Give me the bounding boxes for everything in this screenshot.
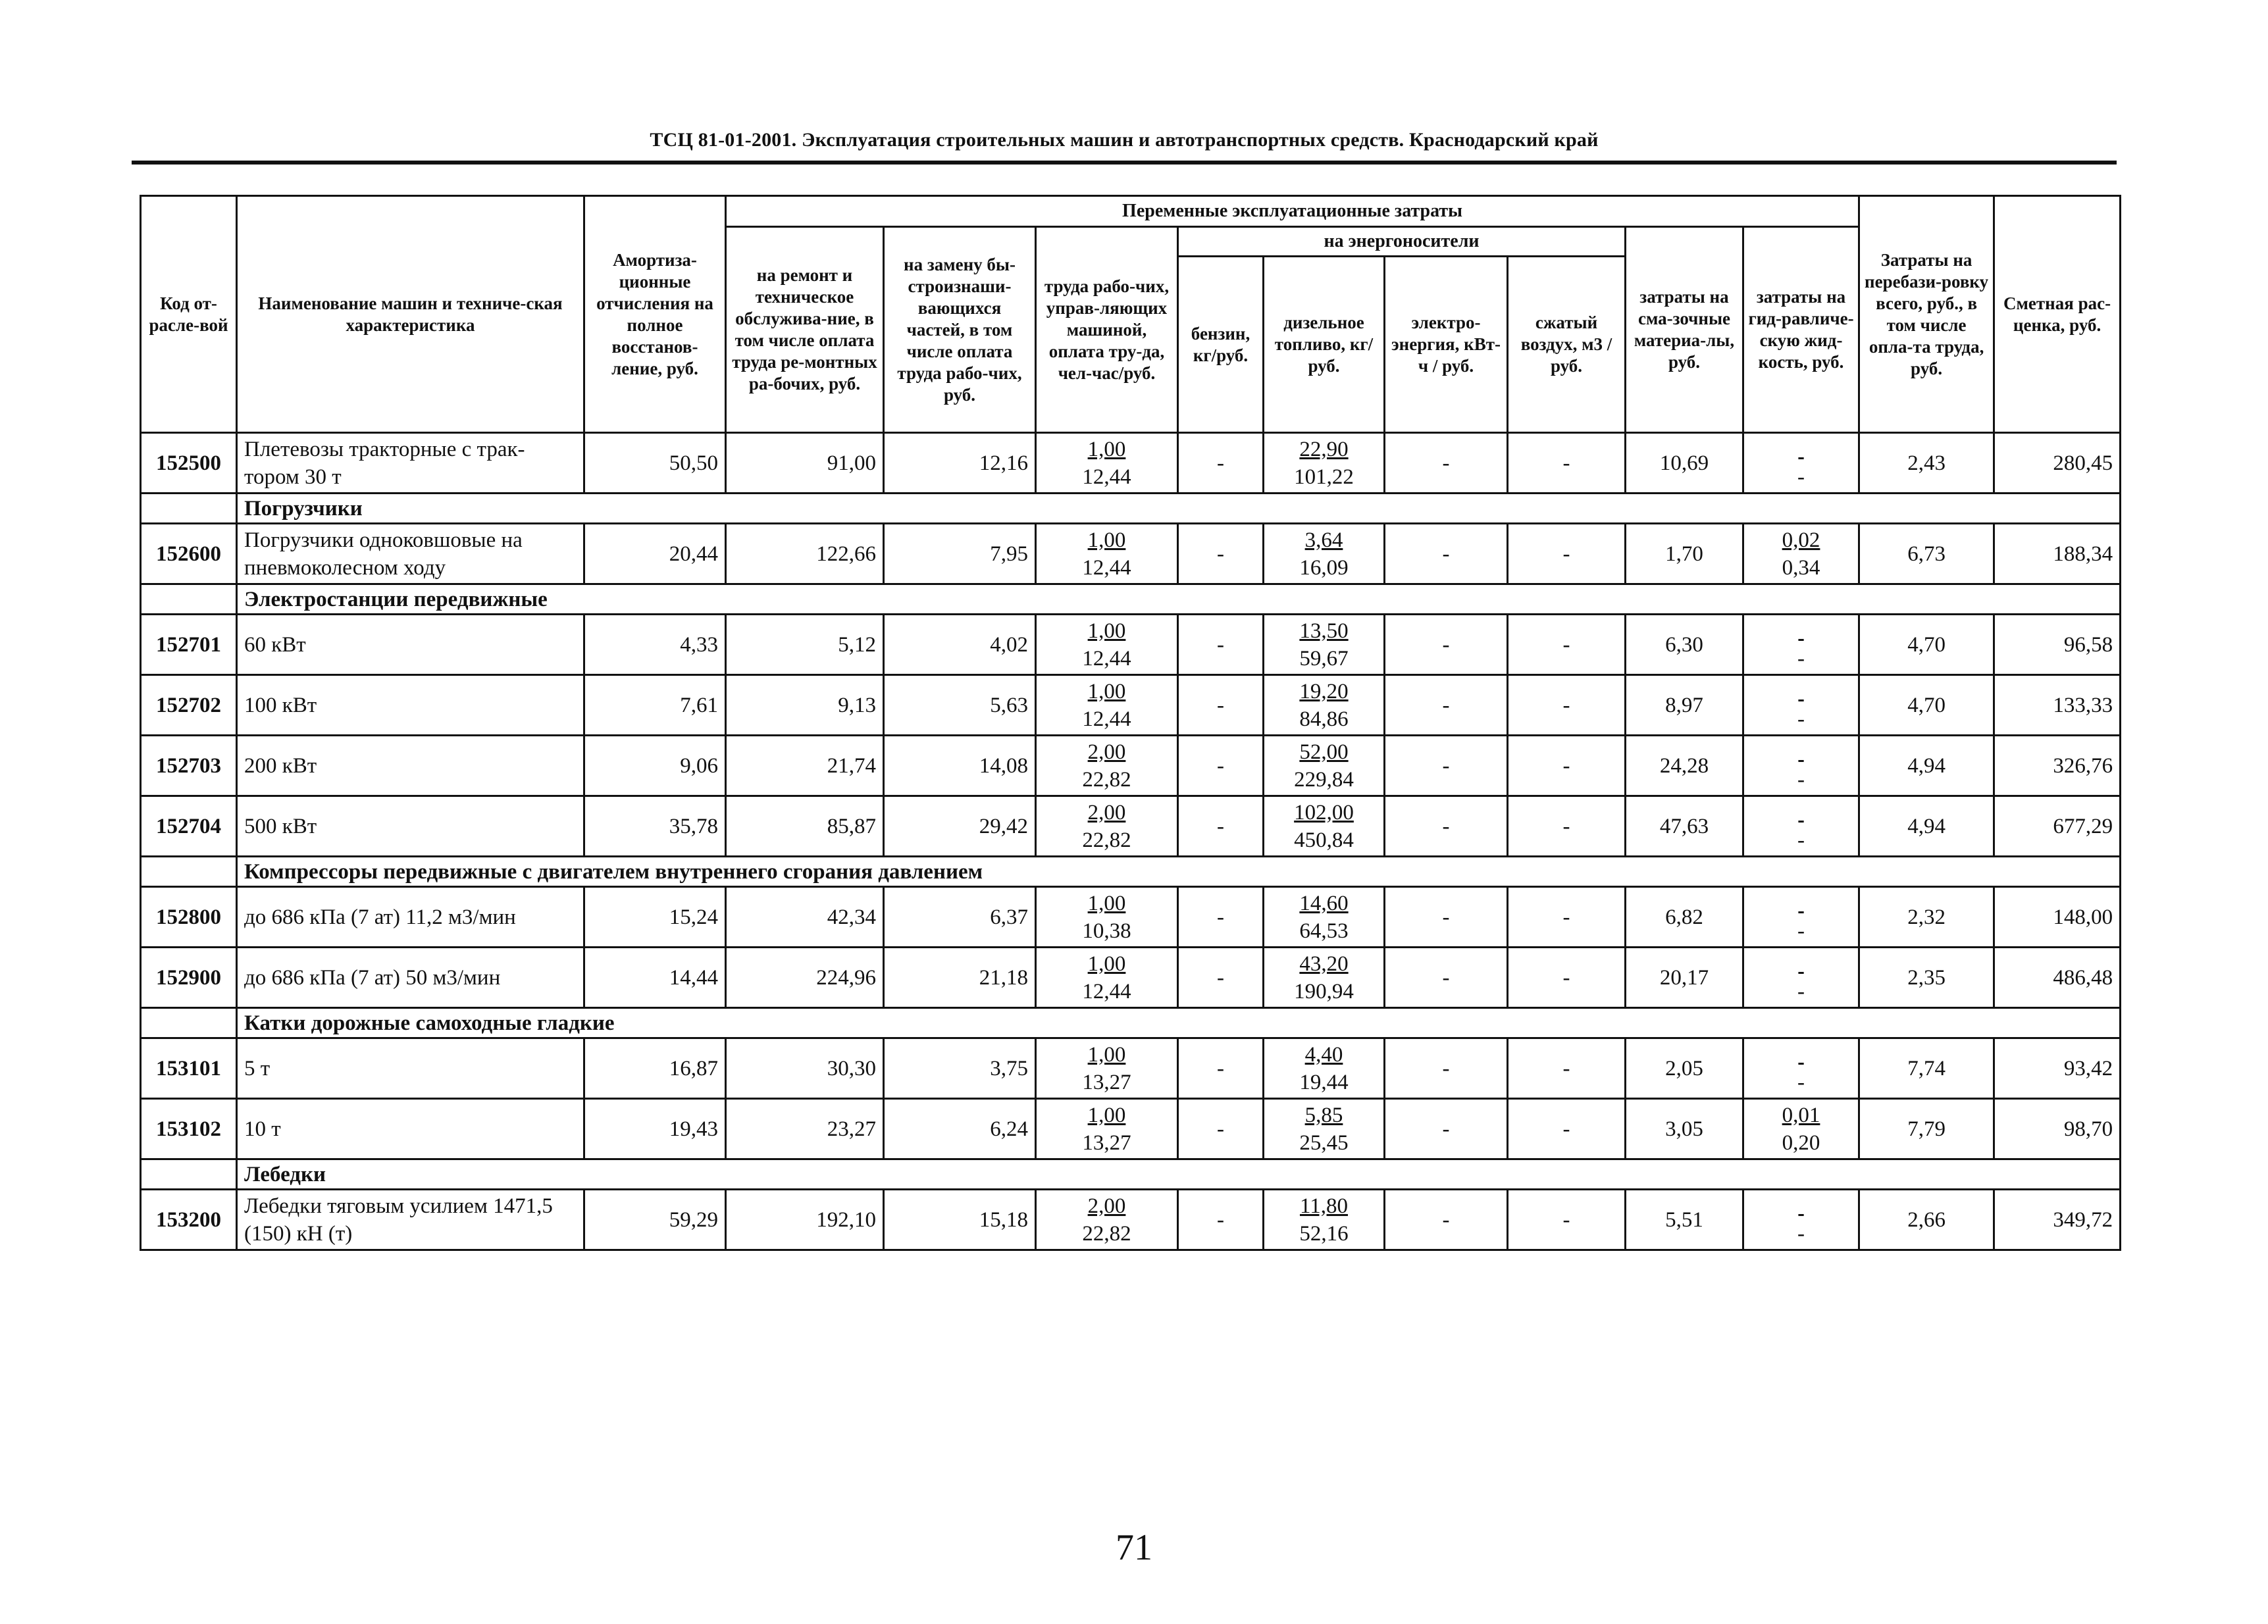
hydraulic-value-bottom: - [1797, 465, 1805, 489]
lubricants-value: 3,05 [1626, 1099, 1743, 1159]
col-petrol-header: бензин, кг/руб. [1178, 257, 1264, 433]
amortization-value: 35,78 [584, 796, 726, 857]
price-value: 133,33 [1994, 675, 2121, 736]
hydraulic-value [1743, 1038, 1859, 1099]
diesel-value-bottom: 450,84 [1294, 828, 1354, 852]
electric-value: - [1385, 1038, 1508, 1099]
relocation-value: 4,94 [1859, 796, 1994, 857]
petrol-value: - [1178, 1190, 1264, 1250]
section-code-cell [141, 857, 237, 887]
diesel-value-top: 5,85 [1304, 1103, 1343, 1127]
diesel-value-bottom: 59,67 [1299, 646, 1349, 671]
machine-name: Погрузчики одноковшовые на пневмоколесном ходу [237, 524, 584, 584]
electric-value: - [1385, 615, 1508, 675]
table-row [141, 615, 2121, 675]
repair-value: 224,96 [726, 948, 884, 1008]
air-value: - [1508, 1190, 1626, 1250]
price-value: 98,70 [1994, 1099, 2121, 1159]
hydraulic-value-bottom: - [1797, 767, 1805, 792]
section-title: Компрессоры передвижные с двигателем внутреннего сгорания давлением [237, 857, 2121, 887]
parts-value: 29,42 [884, 796, 1036, 857]
hydraulic-value-bottom: - [1797, 707, 1805, 731]
machine-code: 153102 [141, 1099, 237, 1159]
section-row [141, 1008, 2121, 1038]
amortization-value: 20,44 [584, 524, 726, 584]
labor-value-top: 1,00 [1087, 891, 1126, 915]
amortization-value: 15,24 [584, 887, 726, 948]
petrol-value: - [1178, 675, 1264, 736]
hydraulic-value-top [1797, 436, 1805, 463]
labor-value [1036, 615, 1178, 675]
labor-value-bottom: 12,44 [1082, 979, 1131, 1003]
price-value: 188,34 [1994, 524, 2121, 584]
hydraulic-value [1743, 1190, 1859, 1250]
labor-value-bottom: 22,82 [1082, 828, 1131, 852]
diesel-value-top: 3,64 [1304, 528, 1343, 552]
hydraulic-value-bottom: - [1797, 646, 1805, 671]
air-value: - [1508, 796, 1626, 857]
col-energy-header: на энергоносители [1178, 227, 1626, 257]
air-value: - [1508, 887, 1626, 948]
diesel-value-bottom: 52,16 [1299, 1221, 1349, 1246]
lubricants-value: 1,70 [1626, 524, 1743, 584]
electric-value: - [1385, 433, 1508, 494]
machine-code: 153200 [141, 1190, 237, 1250]
lubricants-value: 10,69 [1626, 433, 1743, 494]
hydraulic-value-bottom: - [1797, 828, 1805, 852]
amortization-value: 19,43 [584, 1099, 726, 1159]
petrol-value: - [1178, 433, 1264, 494]
labor-value-top: 1,00 [1087, 679, 1126, 703]
repair-value: 42,34 [726, 887, 884, 948]
section-code-cell [141, 494, 237, 524]
labor-value-top: 1,00 [1087, 528, 1126, 552]
labor-value-top: 2,00 [1087, 1194, 1126, 1218]
machine-name: 60 кВт [237, 615, 584, 675]
diesel-value-top: 4,40 [1304, 1042, 1343, 1067]
machine-code: 152600 [141, 524, 237, 584]
diesel-value-bottom: 84,86 [1299, 707, 1349, 731]
labor-value [1036, 887, 1178, 948]
labor-value [1036, 524, 1178, 584]
rates-table [140, 195, 2121, 1251]
parts-value: 3,75 [884, 1038, 1036, 1099]
machine-code: 152900 [141, 948, 237, 1008]
labor-value-top: 1,00 [1087, 1103, 1126, 1127]
machine-name: Плетевозы тракторные с трак-тором 30 т [237, 433, 584, 494]
air-value: - [1508, 736, 1626, 796]
amortization-value: 4,33 [584, 615, 726, 675]
price-value: 326,76 [1994, 736, 2121, 796]
repair-value: 21,74 [726, 736, 884, 796]
diesel-value-bottom: 64,53 [1299, 919, 1349, 943]
lubricants-value: 24,28 [1626, 736, 1743, 796]
relocation-value: 4,94 [1859, 736, 1994, 796]
labor-value-bottom: 12,44 [1082, 646, 1131, 671]
labor-value-bottom: 12,44 [1082, 555, 1131, 580]
labor-value-top: 1,00 [1087, 437, 1126, 461]
electric-value: - [1385, 1099, 1508, 1159]
machine-code: 152704 [141, 796, 237, 857]
section-code-cell [141, 1159, 237, 1190]
machine-name: 100 кВт [237, 675, 584, 736]
machine-code: 152701 [141, 615, 237, 675]
electric-value: - [1385, 796, 1508, 857]
section-title: Электростанции передвижные [237, 584, 2121, 615]
diesel-value [1264, 675, 1385, 736]
air-value: - [1508, 948, 1626, 1008]
labor-value [1036, 433, 1178, 494]
lubricants-value: 6,30 [1626, 615, 1743, 675]
diesel-value [1264, 948, 1385, 1008]
col-var-costs-header: Переменные эксплуатационные затраты [726, 196, 1859, 227]
labor-value-top: 2,00 [1087, 800, 1126, 825]
price-value: 280,45 [1994, 433, 2121, 494]
hydraulic-value-bottom: 0,20 [1782, 1130, 1820, 1155]
petrol-value: - [1178, 524, 1264, 584]
machine-name: до 686 кПа (7 ат) 11,2 м3/мин [237, 887, 584, 948]
col-relocation-header: Затраты на перебази-ровку всего, руб., в том числе опла-та труда, руб. [1859, 196, 1994, 433]
relocation-value: 2,43 [1859, 433, 1994, 494]
col-hydraulic-header: затраты на гид-равличе-скую жид-кость, руб. [1743, 227, 1859, 433]
parts-value: 6,37 [884, 887, 1036, 948]
price-value: 148,00 [1994, 887, 2121, 948]
hydraulic-value [1743, 675, 1859, 736]
diesel-value-top: 22,90 [1299, 437, 1349, 461]
parts-value: 21,18 [884, 948, 1036, 1008]
petrol-value: - [1178, 887, 1264, 948]
repair-value: 9,13 [726, 675, 884, 736]
diesel-value-top: 14,60 [1299, 891, 1349, 915]
diesel-value-top: 52,00 [1299, 740, 1349, 764]
labor-value [1036, 675, 1178, 736]
table-row [141, 1099, 2121, 1159]
section-title: Катки дорожные самоходные гладкие [237, 1008, 2121, 1038]
col-lubricants-header: затраты на сма-зочные материа-лы, руб. [1626, 227, 1743, 433]
table-row [141, 887, 2121, 948]
price-value: 677,29 [1994, 796, 2121, 857]
labor-value-bottom: 22,82 [1082, 767, 1131, 792]
labor-value-bottom: 13,27 [1082, 1070, 1131, 1094]
table-row [141, 524, 2121, 584]
parts-value: 6,24 [884, 1099, 1036, 1159]
diesel-value-top: 19,20 [1299, 679, 1349, 703]
col-name-header: Наименование машин и техниче-ская характеристика [237, 196, 584, 433]
petrol-value: - [1178, 1099, 1264, 1159]
diesel-value [1264, 433, 1385, 494]
hydraulic-value-top: 0,02 [1782, 528, 1820, 552]
col-labor-header: труда рабо-чих, управ-ляющих машиной, оплата тру-да, чел-час/руб. [1036, 227, 1178, 433]
petrol-value: - [1178, 1038, 1264, 1099]
diesel-value [1264, 1190, 1385, 1250]
repair-value: 192,10 [726, 1190, 884, 1250]
col-air-header: сжатый воздух, м3 / руб. [1508, 257, 1626, 433]
electric-value: - [1385, 675, 1508, 736]
parts-value: 5,63 [884, 675, 1036, 736]
labor-value [1036, 1099, 1178, 1159]
repair-value: 30,30 [726, 1038, 884, 1099]
lubricants-value: 6,82 [1626, 887, 1743, 948]
hydraulic-value-top [1797, 950, 1805, 978]
relocation-value: 2,32 [1859, 887, 1994, 948]
electric-value: - [1385, 887, 1508, 948]
machine-code: 152703 [141, 736, 237, 796]
hydraulic-value [1743, 433, 1859, 494]
hydraulic-value [1743, 1099, 1859, 1159]
diesel-value-bottom: 101,22 [1294, 465, 1354, 489]
parts-value: 4,02 [884, 615, 1036, 675]
petrol-value: - [1178, 796, 1264, 857]
relocation-value: 7,74 [1859, 1038, 1994, 1099]
diesel-value [1264, 736, 1385, 796]
col-amort-header: Амортиза-ционные отчисления на полное восстанов-ление, руб. [584, 196, 726, 433]
hydraulic-value-top [1797, 617, 1805, 645]
machine-name: Лебедки тяговым усилием 1471,5 (150) кН (т) [237, 1190, 584, 1250]
electric-value: - [1385, 736, 1508, 796]
section-code-cell [141, 584, 237, 615]
hydraulic-value-bottom: - [1797, 1070, 1805, 1094]
labor-value-top: 1,00 [1087, 619, 1126, 643]
diesel-value-top: 43,20 [1299, 952, 1349, 976]
hydraulic-value [1743, 948, 1859, 1008]
amortization-value: 59,29 [584, 1190, 726, 1250]
labor-value-bottom: 22,82 [1082, 1221, 1131, 1246]
diesel-value [1264, 796, 1385, 857]
labor-value [1036, 1038, 1178, 1099]
lubricants-value: 5,51 [1626, 1190, 1743, 1250]
relocation-value: 6,73 [1859, 524, 1994, 584]
col-diesel-header: дизельное топливо, кг/руб. [1264, 257, 1385, 433]
lubricants-value: 2,05 [1626, 1038, 1743, 1099]
col-parts-header: на замену бы-строизнаши-вающихся частей, в том числе оплата труда рабо-чих, руб. [884, 227, 1036, 433]
repair-value: 122,66 [726, 524, 884, 584]
hydraulic-value-top [1797, 799, 1805, 826]
price-value: 486,48 [1994, 948, 2121, 1008]
air-value: - [1508, 433, 1626, 494]
header-rule [132, 161, 2117, 165]
table-row [141, 948, 2121, 1008]
parts-value: 12,16 [884, 433, 1036, 494]
section-code-cell [141, 1008, 237, 1038]
col-electric-header: электро-энергия, кВт-ч / руб. [1385, 257, 1508, 433]
hydraulic-value-bottom: - [1797, 919, 1805, 943]
table-row [141, 1038, 2121, 1099]
document-header: ТСЦ 81-01-2001. Эксплуатация строительных машин и автотранспортных средств. Краснодарский край [650, 129, 1599, 151]
air-value: - [1508, 1038, 1626, 1099]
col-repair-header: на ремонт и техническое обслужива-ние, в том числе оплата труда ре-монтных ра-бочих, руб. [726, 227, 884, 433]
parts-value: 7,95 [884, 524, 1036, 584]
table-row [141, 675, 2121, 736]
electric-value: - [1385, 524, 1508, 584]
air-value: - [1508, 1099, 1626, 1159]
section-title: Погрузчики [237, 494, 2121, 524]
hydraulic-value-top [1797, 1192, 1805, 1220]
diesel-value [1264, 887, 1385, 948]
diesel-value-bottom: 19,44 [1299, 1070, 1349, 1094]
amortization-value: 50,50 [584, 433, 726, 494]
relocation-value: 2,66 [1859, 1190, 1994, 1250]
labor-value [1036, 796, 1178, 857]
diesel-value-top: 102,00 [1294, 800, 1354, 825]
amortization-value: 16,87 [584, 1038, 726, 1099]
diesel-value-bottom: 190,94 [1294, 979, 1354, 1003]
repair-value: 85,87 [726, 796, 884, 857]
machine-name: 10 т [237, 1099, 584, 1159]
price-value: 93,42 [1994, 1038, 2121, 1099]
relocation-value: 4,70 [1859, 675, 1994, 736]
electric-value: - [1385, 1190, 1508, 1250]
machine-name: 5 т [237, 1038, 584, 1099]
labor-value-top: 2,00 [1087, 740, 1126, 764]
hydraulic-value-top [1797, 1041, 1805, 1069]
amortization-value: 7,61 [584, 675, 726, 736]
repair-value: 91,00 [726, 433, 884, 494]
section-title: Лебедки [237, 1159, 2121, 1190]
petrol-value: - [1178, 615, 1264, 675]
labor-value-bottom: 12,44 [1082, 465, 1131, 489]
machine-name: 200 кВт [237, 736, 584, 796]
labor-value [1036, 948, 1178, 1008]
hydraulic-value-top: 0,01 [1782, 1103, 1820, 1127]
machine-name: до 686 кПа (7 ат) 50 м3/мин [237, 948, 584, 1008]
diesel-value [1264, 524, 1385, 584]
table-body [141, 433, 2121, 1250]
diesel-value [1264, 1038, 1385, 1099]
page-number: 71 [1116, 1527, 1152, 1568]
lubricants-value: 20,17 [1626, 948, 1743, 1008]
hydraulic-value-bottom: - [1797, 979, 1805, 1003]
machine-code: 153101 [141, 1038, 237, 1099]
electric-value: - [1385, 948, 1508, 1008]
section-row [141, 494, 2121, 524]
lubricants-value: 8,97 [1626, 675, 1743, 736]
petrol-value: - [1178, 736, 1264, 796]
table-row [141, 1190, 2121, 1250]
hydraulic-value [1743, 524, 1859, 584]
labor-value [1036, 736, 1178, 796]
hydraulic-value-top [1797, 890, 1805, 917]
labor-value-bottom: 13,27 [1082, 1130, 1131, 1155]
section-row [141, 1159, 2121, 1190]
machine-code: 152500 [141, 433, 237, 494]
hydraulic-value [1743, 736, 1859, 796]
air-value: - [1508, 675, 1626, 736]
relocation-value: 2,35 [1859, 948, 1994, 1008]
parts-value: 15,18 [884, 1190, 1036, 1250]
hydraulic-value-top [1797, 678, 1805, 705]
machine-code: 152702 [141, 675, 237, 736]
lubricants-value: 47,63 [1626, 796, 1743, 857]
amortization-value: 14,44 [584, 948, 726, 1008]
labor-value [1036, 1190, 1178, 1250]
diesel-value-bottom: 25,45 [1299, 1130, 1349, 1155]
machine-code: 152800 [141, 887, 237, 948]
section-row [141, 857, 2121, 887]
labor-value-bottom: 12,44 [1082, 707, 1131, 731]
air-value: - [1508, 524, 1626, 584]
labor-value-top: 1,00 [1087, 1042, 1126, 1067]
air-value: - [1508, 615, 1626, 675]
price-value: 349,72 [1994, 1190, 2121, 1250]
diesel-value [1264, 615, 1385, 675]
col-code-header: Код от-расле-вой [141, 196, 237, 433]
hydraulic-value [1743, 796, 1859, 857]
col-price-header: Сметная рас-ценка, руб. [1994, 196, 2121, 433]
petrol-value: - [1178, 948, 1264, 1008]
hydraulic-value-bottom: 0,34 [1782, 555, 1820, 580]
hydraulic-value-bottom: - [1797, 1221, 1805, 1246]
hydraulic-value [1743, 887, 1859, 948]
diesel-value-bottom: 229,84 [1294, 767, 1354, 792]
diesel-value [1264, 1099, 1385, 1159]
diesel-value-bottom: 16,09 [1299, 555, 1349, 580]
labor-value-bottom: 10,38 [1082, 919, 1131, 943]
relocation-value: 7,79 [1859, 1099, 1994, 1159]
labor-value-top: 1,00 [1087, 952, 1126, 976]
amortization-value: 9,06 [584, 736, 726, 796]
diesel-value-top: 13,50 [1299, 619, 1349, 643]
repair-value: 23,27 [726, 1099, 884, 1159]
relocation-value: 4,70 [1859, 615, 1994, 675]
repair-value: 5,12 [726, 615, 884, 675]
diesel-value-top: 11,80 [1299, 1194, 1349, 1218]
section-row [141, 584, 2121, 615]
table-row [141, 433, 2121, 494]
price-value: 96,58 [1994, 615, 2121, 675]
hydraulic-value-top [1797, 738, 1805, 766]
machine-name: 500 кВт [237, 796, 584, 857]
hydraulic-value [1743, 615, 1859, 675]
table-row [141, 796, 2121, 857]
table-row [141, 736, 2121, 796]
parts-value: 14,08 [884, 736, 1036, 796]
